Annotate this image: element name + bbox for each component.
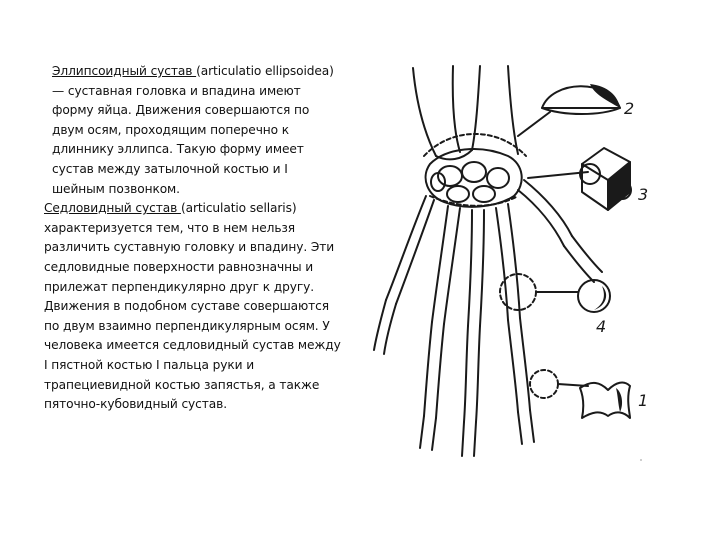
- text-block: [44, 62, 344, 415]
- figure-label-1: 1: [638, 391, 649, 410]
- joint-model-fills: [590, 84, 630, 412]
- hand-joints-illustration: [368, 60, 668, 480]
- paragraph-saddle: [44, 199, 344, 415]
- hand-skeleton-drawing: [368, 60, 668, 480]
- carpal-bones: [424, 134, 526, 207]
- finger-bones: [374, 180, 602, 456]
- forearm-bones: [413, 66, 518, 159]
- saddle-description: (articulatio sellaris) характеризуется тем, что в нем нельзя различить суставную головку и впадину. Эти седловидные поверхности равнозначны и прилежат перпендикулярно друг к другу. Движения в подобном суставе совершаются по двум взаимно перпендикулярным осям. У человека имеется седловидный сустав между I пястной костью I пальца руки и трапециевидной костью запястья, а также пяточно-кубовидный сустав.: [44, 201, 341, 412]
- figure-label-2: 2: [624, 99, 635, 118]
- stray-dot: [640, 459, 642, 461]
- figure-label-3: 3: [638, 185, 649, 204]
- leader-lines: [518, 112, 588, 386]
- joint-models: [542, 86, 631, 418]
- ellipsoid-description: (articulatio ellipsoidea) — суставная головка и впадина имеют форму яйца. Движения совершаются по двум осям, проходящим поперечно к длиннику эллипса. Такую форму имеет сустав между затылочной костью и I шейным позвонком.: [52, 64, 334, 196]
- term-saddle: Седловидный сустав: [44, 201, 181, 216]
- term-ellipsoid: Эллипсоидный сустав: [52, 64, 197, 78]
- paragraph-ellipsoid: [44, 62, 344, 199]
- figure-label-4: 4: [596, 317, 607, 336]
